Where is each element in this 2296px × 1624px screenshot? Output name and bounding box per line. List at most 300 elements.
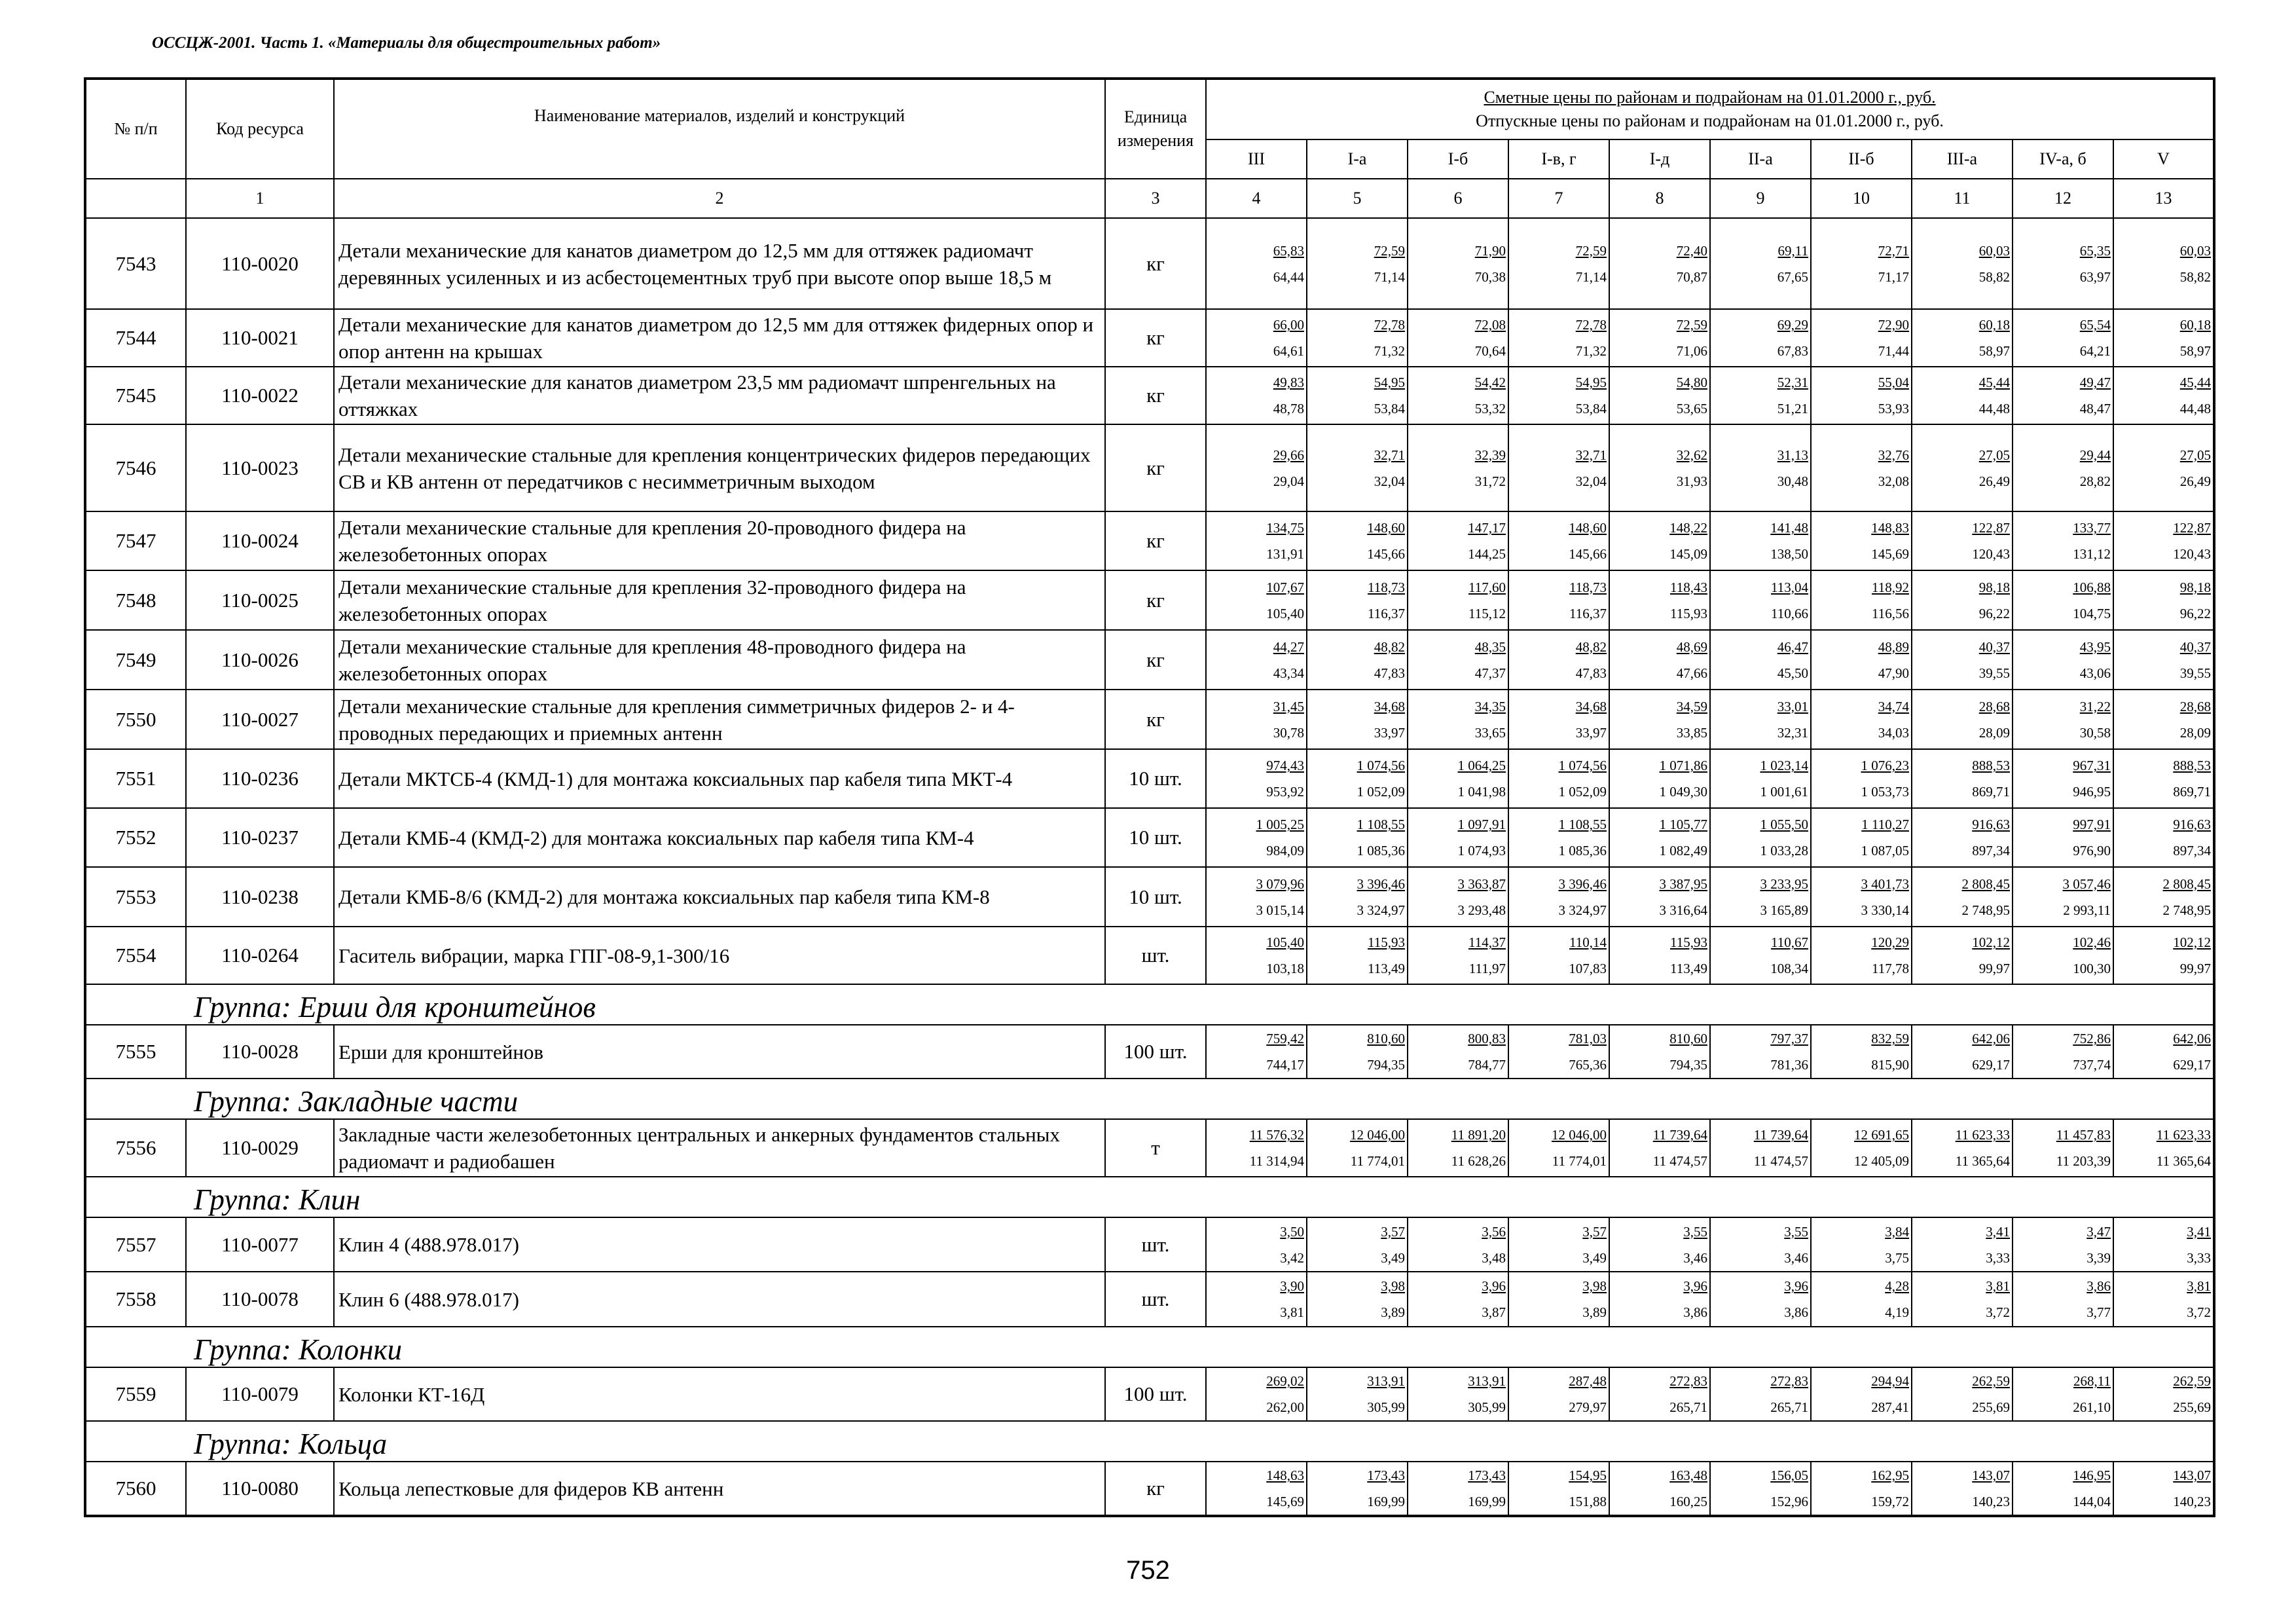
estimate-price: 66,00 — [1273, 317, 1304, 333]
release-price: 26,49 — [2179, 473, 2212, 489]
estimate-price: 107,67 — [1266, 579, 1304, 595]
price-cell — [1508, 749, 1609, 808]
price-cell — [1912, 1367, 2013, 1421]
price-cell — [1811, 867, 1912, 927]
estimate-price: 1 108,55 — [1357, 817, 1405, 832]
price-cell — [1206, 367, 1307, 424]
release-price: 47,66 — [1676, 665, 1707, 681]
price-cell — [1710, 630, 1811, 690]
material-name: Клин 4 (488.978.017) — [334, 1217, 1105, 1272]
price-cell — [1307, 309, 1408, 367]
resource-code: 110-0078 — [186, 1272, 334, 1327]
header-region-line2: Отпускные цены по районам и подрайонам на 01.01.2000 г., руб. — [1476, 111, 1944, 130]
price-cell — [1206, 309, 1307, 367]
release-price: 781,36 — [1770, 1057, 1808, 1073]
price-cell — [1408, 1462, 1508, 1516]
release-price: 53,32 — [1474, 401, 1506, 416]
price-cell — [2013, 424, 2113, 511]
estimate-price: 294,94 — [1871, 1373, 1909, 1389]
estimate-price: 32,39 — [1474, 447, 1506, 463]
material-name: Детали МКТСБ-4 (КМД-1) для монтажа коксиальных пар кабеля типа МКТ-4 — [334, 749, 1105, 808]
price-cell — [1710, 511, 1811, 570]
estimate-price: 54,95 — [1374, 375, 1405, 390]
column-number: 2 — [334, 179, 1105, 218]
estimate-price: 3,50 — [1280, 1223, 1304, 1240]
resource-code: 110-0236 — [186, 749, 334, 808]
row-number: 7545 — [85, 367, 186, 424]
release-price: 629,17 — [2173, 1057, 2212, 1073]
release-price: 31,93 — [1676, 473, 1707, 489]
estimate-price: 49,47 — [2079, 375, 2111, 390]
release-price: 120,43 — [2173, 546, 2212, 562]
release-price: 1 082,49 — [1659, 843, 1707, 858]
release-price: 47,37 — [1474, 665, 1506, 681]
release-price: 32,04 — [1374, 473, 1405, 489]
estimate-price: 3 057,46 — [2062, 876, 2111, 892]
release-price: 58,97 — [2179, 343, 2212, 359]
release-price: 71,32 — [1575, 343, 1607, 359]
estimate-price: 3,96 — [1482, 1278, 1506, 1294]
release-price: 3,81 — [1280, 1304, 1304, 1320]
price-cell — [1408, 630, 1508, 690]
price-cell — [2113, 511, 2214, 570]
price-cell — [1206, 1272, 1307, 1327]
estimate-price: 272,83 — [1669, 1373, 1707, 1389]
table-row — [85, 1272, 2214, 1327]
estimate-price: 268,11 — [2073, 1373, 2111, 1389]
unit: 100 шт. — [1105, 1367, 1206, 1421]
estimate-price: 55,04 — [1878, 375, 1909, 390]
release-price: 3,72 — [1986, 1304, 2010, 1320]
release-price: 1 049,30 — [1659, 784, 1707, 800]
estimate-price: 3 233,95 — [1760, 876, 1808, 892]
release-price: 116,37 — [1368, 605, 1405, 621]
release-price: 107,83 — [1569, 961, 1607, 976]
resource-code: 110-0025 — [186, 570, 334, 630]
price-cell — [1811, 749, 1912, 808]
release-price: 3,75 — [1885, 1249, 1909, 1266]
table-row — [85, 630, 2214, 690]
estimate-price: 148,63 — [1266, 1467, 1304, 1483]
release-price: 115,93 — [1670, 605, 1707, 621]
release-price: 28,09 — [1978, 724, 2010, 741]
price-cell — [1912, 218, 2013, 309]
estimate-price: 134,75 — [1266, 520, 1304, 536]
price-cell — [1408, 1367, 1508, 1421]
price-cell — [2113, 808, 2214, 867]
release-price: 815,90 — [1871, 1057, 1909, 1073]
release-price: 70,64 — [1474, 343, 1506, 359]
estimate-price: 71,90 — [1474, 242, 1506, 259]
estimate-price: 122,87 — [1972, 520, 2010, 536]
estimate-price: 1 110,27 — [1861, 817, 1909, 832]
estimate-price: 3,84 — [1885, 1223, 1909, 1240]
estimate-price: 69,11 — [1777, 242, 1808, 259]
unit: кг — [1105, 367, 1206, 424]
header-code: Код ресурса — [186, 79, 334, 179]
group-row — [85, 1421, 2214, 1462]
release-price: 70,38 — [1474, 268, 1506, 285]
estimate-price: 3,57 — [1381, 1223, 1405, 1240]
row-number: 7557 — [85, 1217, 186, 1272]
estimate-price: 967,31 — [2073, 758, 2111, 773]
estimate-price: 60,18 — [1978, 317, 2010, 333]
price-cell — [1307, 1119, 1408, 1177]
estimate-price: 118,73 — [1368, 579, 1405, 595]
price-cell — [1408, 927, 1508, 984]
table-row — [85, 927, 2214, 984]
release-price: 99,97 — [1978, 961, 2010, 976]
price-cell — [1508, 1217, 1609, 1272]
estimate-price: 11 576,32 — [1249, 1127, 1304, 1143]
price-cell — [1508, 218, 1609, 309]
table-row — [85, 1462, 2214, 1516]
estimate-price: 11 739,64 — [1652, 1127, 1707, 1143]
estimate-price: 148,22 — [1669, 520, 1707, 536]
release-price: 144,25 — [1468, 546, 1506, 562]
price-cell — [1609, 309, 1710, 367]
resource-code: 110-0264 — [186, 927, 334, 984]
estimate-price: 32,62 — [1676, 447, 1707, 463]
price-cell — [1408, 1272, 1508, 1327]
release-price: 3,49 — [1582, 1249, 1607, 1266]
price-cell — [1408, 808, 1508, 867]
price-cell — [1609, 1025, 1710, 1079]
price-cell — [1408, 424, 1508, 511]
price-cell — [1206, 1462, 1307, 1516]
resource-code: 110-0079 — [186, 1367, 334, 1421]
estimate-price: 173,43 — [1367, 1467, 1405, 1483]
release-price: 984,09 — [1266, 843, 1304, 858]
column-number-blank — [85, 179, 186, 218]
estimate-price: 888,53 — [2173, 758, 2212, 773]
estimate-price: 154,95 — [1569, 1467, 1607, 1483]
estimate-price: 34,68 — [1575, 698, 1607, 714]
release-price: 169,99 — [1468, 1494, 1506, 1509]
estimate-price: 98,18 — [2179, 579, 2212, 595]
price-cell — [1710, 867, 1811, 927]
price-cell — [2013, 630, 2113, 690]
estimate-price: 1 055,50 — [1760, 817, 1808, 832]
price-cell — [1206, 570, 1307, 630]
release-price: 11 203,39 — [2056, 1153, 2111, 1169]
resource-code: 110-0237 — [186, 808, 334, 867]
unit: 10 шт. — [1105, 867, 1206, 927]
price-cell — [2113, 690, 2214, 749]
price-cell — [2013, 1119, 2113, 1177]
release-price: 103,18 — [1266, 961, 1304, 976]
release-price: 145,66 — [1367, 546, 1405, 562]
price-cell — [2013, 1217, 2113, 1272]
estimate-price: 102,12 — [1972, 934, 2010, 950]
material-name: Детали КМБ-8/6 (КМД-2) для монтажа коксиальных пар кабеля типа КМ-8 — [334, 867, 1105, 927]
price-cell — [1609, 367, 1710, 424]
estimate-price: 148,60 — [1569, 520, 1607, 536]
material-name: Детали механические для канатов диаметром 23,5 мм радиомачт шпренгельных на оттяжках — [334, 367, 1105, 424]
release-price: 1 087,05 — [1861, 843, 1909, 858]
estimate-price: 102,12 — [2173, 934, 2212, 950]
release-price: 953,92 — [1266, 784, 1304, 800]
estimate-price: 43,95 — [2079, 638, 2111, 655]
release-price: 1 074,93 — [1457, 843, 1506, 858]
row-number: 7553 — [85, 867, 186, 927]
estimate-price: 54,95 — [1575, 375, 1607, 390]
price-cell — [1912, 1272, 2013, 1327]
release-price: 58,82 — [1978, 268, 2010, 285]
price-cell — [2013, 570, 2113, 630]
row-number: 7548 — [85, 570, 186, 630]
column-number: 11 — [1912, 179, 2013, 218]
estimate-price: 65,35 — [2079, 242, 2111, 259]
estimate-price: 3 363,87 — [1457, 876, 1506, 892]
price-cell — [1206, 218, 1307, 309]
price-cell — [1206, 424, 1307, 511]
price-cell — [1206, 927, 1307, 984]
release-price: 3,89 — [1582, 1304, 1607, 1320]
release-price: 71,44 — [1878, 343, 1909, 359]
material-name: Колонки КТ-16Д — [334, 1367, 1105, 1421]
price-cell — [1307, 570, 1408, 630]
release-price: 29,04 — [1273, 473, 1304, 489]
estimate-price: 34,68 — [1374, 698, 1405, 714]
release-price: 63,97 — [2079, 268, 2111, 285]
price-cell — [2113, 309, 2214, 367]
estimate-price: 65,54 — [2079, 317, 2111, 333]
row-number: 7558 — [85, 1272, 186, 1327]
release-price: 71,14 — [1575, 268, 1607, 285]
release-price: 1 085,36 — [1558, 843, 1607, 858]
unit: шт. — [1105, 927, 1206, 984]
header-region-0: III — [1206, 139, 1307, 179]
price-cell — [1508, 367, 1609, 424]
row-number: 7549 — [85, 630, 186, 690]
release-price: 26,49 — [1978, 473, 2010, 489]
material-name: Закладные части железобетонных центральных и анкерных фундаментов стальных радиомачт и радиобашен — [334, 1119, 1105, 1177]
unit: кг — [1105, 424, 1206, 511]
price-cell — [1710, 1217, 1811, 1272]
release-price: 71,32 — [1374, 343, 1405, 359]
estimate-price: 916,63 — [1972, 817, 2010, 832]
row-number: 7544 — [85, 309, 186, 367]
material-name: Детали механические стальные для крепления 20-проводного фидера на железобетонных опорах — [334, 511, 1105, 570]
release-price: 869,71 — [1972, 784, 2010, 800]
price-cell — [1206, 630, 1307, 690]
group-row — [85, 1079, 2214, 1119]
release-price: 3,77 — [2086, 1304, 2111, 1320]
estimate-price: 12 046,00 — [1552, 1127, 1607, 1143]
unit: 10 шт. — [1105, 749, 1206, 808]
group-blank — [85, 1079, 186, 1119]
price-cell — [2113, 1367, 2214, 1421]
release-price: 897,34 — [2173, 843, 2212, 858]
estimate-price: 45,44 — [2179, 375, 2212, 390]
release-price: 2 748,95 — [2162, 902, 2212, 918]
release-price: 32,31 — [1777, 724, 1808, 741]
release-price: 28,82 — [2079, 473, 2111, 489]
release-price: 3,72 — [2187, 1304, 2212, 1320]
release-price: 116,37 — [1569, 605, 1607, 621]
price-cell — [2013, 1025, 2113, 1079]
release-price: 44,48 — [2179, 401, 2212, 416]
release-price: 12 405,09 — [1854, 1153, 1909, 1169]
row-number: 7554 — [85, 927, 186, 984]
row-number: 7551 — [85, 749, 186, 808]
release-price: 111,97 — [1468, 961, 1506, 976]
release-price: 152,96 — [1770, 1494, 1808, 1509]
price-cell — [1508, 690, 1609, 749]
estimate-price: 146,95 — [2073, 1467, 2111, 1483]
estimate-price: 2 808,45 — [1961, 876, 2010, 892]
header-region-5: II-а — [1710, 139, 1811, 179]
table-row — [85, 1025, 2214, 1079]
price-cell — [1408, 1119, 1508, 1177]
price-cell — [2113, 424, 2214, 511]
estimate-price: 48,82 — [1374, 638, 1405, 655]
price-cell — [1508, 1025, 1609, 1079]
estimate-price: 28,68 — [1978, 698, 2010, 714]
price-cell — [2113, 630, 2214, 690]
price-cell — [1307, 1217, 1408, 1272]
release-price: 131,12 — [2073, 546, 2111, 562]
price-cell — [2113, 867, 2214, 927]
price-cell — [1307, 424, 1408, 511]
estimate-price: 115,93 — [1368, 934, 1405, 950]
estimate-price: 31,45 — [1273, 698, 1304, 714]
estimate-price: 69,29 — [1777, 317, 1808, 333]
release-price: 71,06 — [1676, 343, 1707, 359]
release-price: 3,39 — [2086, 1249, 2111, 1266]
price-cell — [1912, 690, 2013, 749]
price-cell — [1609, 867, 1710, 927]
price-cell — [1811, 927, 1912, 984]
estimate-price: 800,83 — [1468, 1031, 1506, 1046]
resource-code: 110-0238 — [186, 867, 334, 927]
resource-code: 110-0021 — [186, 309, 334, 367]
release-price: 262,00 — [1266, 1399, 1304, 1415]
release-price: 105,40 — [1266, 605, 1304, 621]
unit: кг — [1105, 630, 1206, 690]
estimate-price: 34,35 — [1474, 698, 1506, 714]
release-price: 765,36 — [1569, 1057, 1607, 1073]
release-price: 11 628,26 — [1451, 1153, 1506, 1169]
estimate-price: 916,63 — [2173, 817, 2212, 832]
estimate-price: 12 046,00 — [1350, 1127, 1405, 1143]
release-price: 159,72 — [1871, 1494, 1909, 1509]
release-price: 3 015,14 — [1256, 902, 1304, 918]
estimate-price: 1 076,23 — [1861, 758, 1909, 773]
price-cell — [1912, 511, 2013, 570]
column-number: 12 — [2013, 179, 2113, 218]
group-blank — [85, 984, 186, 1025]
estimate-price: 797,37 — [1770, 1031, 1808, 1046]
group-label: Группа: Закладные части — [186, 1079, 2214, 1119]
estimate-price: 105,40 — [1266, 934, 1304, 950]
release-price: 115,12 — [1468, 605, 1506, 621]
estimate-price: 143,07 — [2173, 1467, 2212, 1483]
estimate-price: 313,91 — [1468, 1373, 1506, 1389]
estimate-price: 106,88 — [2073, 579, 2111, 595]
price-cell — [1508, 630, 1609, 690]
estimate-price: 3,47 — [2086, 1223, 2111, 1240]
price-cell — [1206, 1025, 1307, 1079]
release-price: 629,17 — [1972, 1057, 2010, 1073]
estimate-price: 60,03 — [1978, 242, 2010, 259]
estimate-price: 11 891,20 — [1451, 1127, 1506, 1143]
column-number: 6 — [1408, 179, 1508, 218]
row-number: 7556 — [85, 1119, 186, 1177]
estimate-price: 27,05 — [2179, 447, 2212, 463]
price-cell — [1307, 1367, 1408, 1421]
release-price: 53,93 — [1878, 401, 1909, 416]
estimate-price: 98,18 — [1978, 579, 2010, 595]
price-cell — [1307, 1025, 1408, 1079]
estimate-price: 4,28 — [1885, 1278, 1909, 1294]
release-price: 100,30 — [2073, 961, 2111, 976]
header-region-9: V — [2113, 139, 2214, 179]
release-price: 3,48 — [1482, 1249, 1506, 1266]
price-cell — [2013, 749, 2113, 808]
estimate-price: 72,90 — [1878, 317, 1909, 333]
price-cell — [1811, 690, 1912, 749]
header-region-4: I-д — [1609, 139, 1710, 179]
price-cell — [1811, 808, 1912, 867]
estimate-price: 11 623,33 — [2156, 1127, 2212, 1143]
release-price: 34,03 — [1878, 724, 1909, 741]
estimate-price: 48,82 — [1575, 638, 1607, 655]
unit: кг — [1105, 690, 1206, 749]
price-cell — [1710, 690, 1811, 749]
price-cell — [1307, 367, 1408, 424]
release-price: 11 365,64 — [1955, 1153, 2010, 1169]
release-price: 2 748,95 — [1961, 902, 2010, 918]
estimate-price: 642,06 — [1972, 1031, 2010, 1046]
estimate-price: 40,37 — [2179, 638, 2212, 655]
price-cell — [1710, 927, 1811, 984]
estimate-price: 72,40 — [1676, 242, 1707, 259]
header-region-3: I-в, г — [1508, 139, 1609, 179]
header-num: № п/п — [85, 79, 186, 179]
price-cell — [1508, 1272, 1609, 1327]
release-price: 144,04 — [2073, 1494, 2111, 1509]
estimate-price: 262,59 — [2173, 1373, 2212, 1389]
price-cell — [1408, 1217, 1508, 1272]
price-cell — [1609, 570, 1710, 630]
estimate-price: 810,60 — [1367, 1031, 1405, 1046]
material-name: Детали механические стальные для крепления 48-проводного фидера на железобетонных опорах — [334, 630, 1105, 690]
release-price: 110,66 — [1771, 605, 1808, 621]
estimate-price: 888,53 — [1972, 758, 2010, 773]
release-price: 265,71 — [1669, 1399, 1707, 1415]
estimate-price: 48,69 — [1676, 638, 1707, 655]
table-row — [85, 511, 2214, 570]
material-name: Детали механические стальные для крепления симметричных фидеров 2- и 4-проводных передающих и приемных антенн — [334, 690, 1105, 749]
release-price: 2 993,11 — [2063, 902, 2111, 918]
release-price: 3 316,64 — [1659, 902, 1707, 918]
estimate-price: 642,06 — [2173, 1031, 2212, 1046]
estimate-price: 974,43 — [1266, 758, 1304, 773]
price-cell — [2113, 749, 2214, 808]
estimate-price: 3 396,46 — [1357, 876, 1405, 892]
price-cell — [1912, 927, 2013, 984]
row-number: 7555 — [85, 1025, 186, 1079]
estimate-price: 1 023,14 — [1760, 758, 1808, 773]
group-row — [85, 984, 2214, 1025]
price-cell — [1811, 1217, 1912, 1272]
release-price: 33,97 — [1575, 724, 1607, 741]
release-price: 3 324,97 — [1357, 902, 1405, 918]
material-name: Ерши для кронштейнов — [334, 1025, 1105, 1079]
release-price: 946,95 — [2073, 784, 2111, 800]
